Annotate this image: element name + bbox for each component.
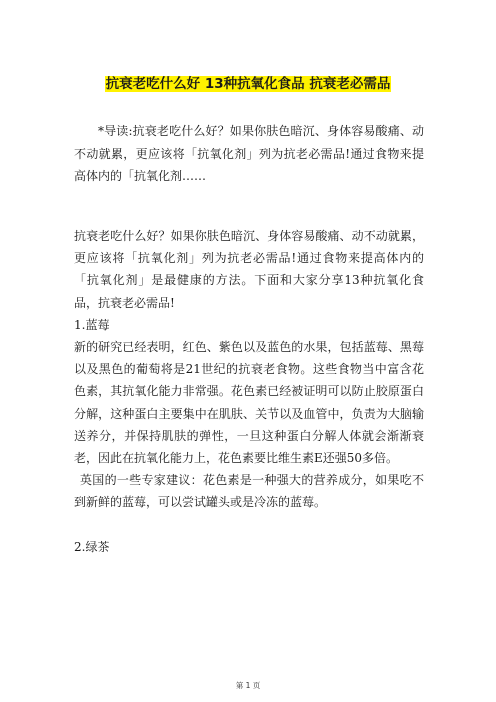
title-highlight: 抗衰老吃什么好 13种抗氧化食品 抗衰老必需品: [105, 76, 391, 92]
intro-paragraph: 抗衰老吃什么好？如果你肤色暗沉、身体容易酸痛、动不动就累，更应该将「抗氧化剂」列为抗老必需品!通过食物来提高体内的「抗氧化剂」是最健康的方法。下面和大家分享13种抗氧化食品，抗衰老必需品!: [74, 229, 424, 310]
intro-summary: *导读:抗衰老吃什么好？如果你肤色暗沉、身体容易酸痛、动不动就累，更应该将「抗氧化剂」列为抗老必需品!通过食物来提高体内的「抗氧化剂……: [74, 124, 424, 183]
section-heading-green-tea: 2.绿茶: [74, 539, 110, 554]
page-number: 第 1 页: [235, 681, 261, 690]
document-title: [0, 75, 496, 93]
section-heading-blueberry: 1.蓝莓: [74, 317, 110, 332]
blueberry-paragraph: 新的研究已经表明，红色、紫色以及蓝色的水果，包括蓝莓、黑莓以及黑色的葡萄将是21世纪的抗衰老食物。这些食物当中富含花色素，其抗氧化能力非常强。花色素已经被证明可以防止胶原蛋白分解，这种蛋白主要集中在肌肤、关节以及血管中，负责为大脑输送养分，并保持肌肤的弹性，一旦这种蛋白分解人体就会渐渐衰老，因此在抗氧化能力上，花色素要比维生素E还强50多倍。: [74, 340, 424, 466]
document-body: [74, 225, 424, 558]
paragraph-spacer: [74, 514, 424, 536]
expert-advice-paragraph: 英国的一些专家建议：花色素是一种强大的营养成分，如果吃不到新鲜的蓝莓，可以尝试罐头或是冷冻的蓝莓。: [74, 473, 424, 510]
